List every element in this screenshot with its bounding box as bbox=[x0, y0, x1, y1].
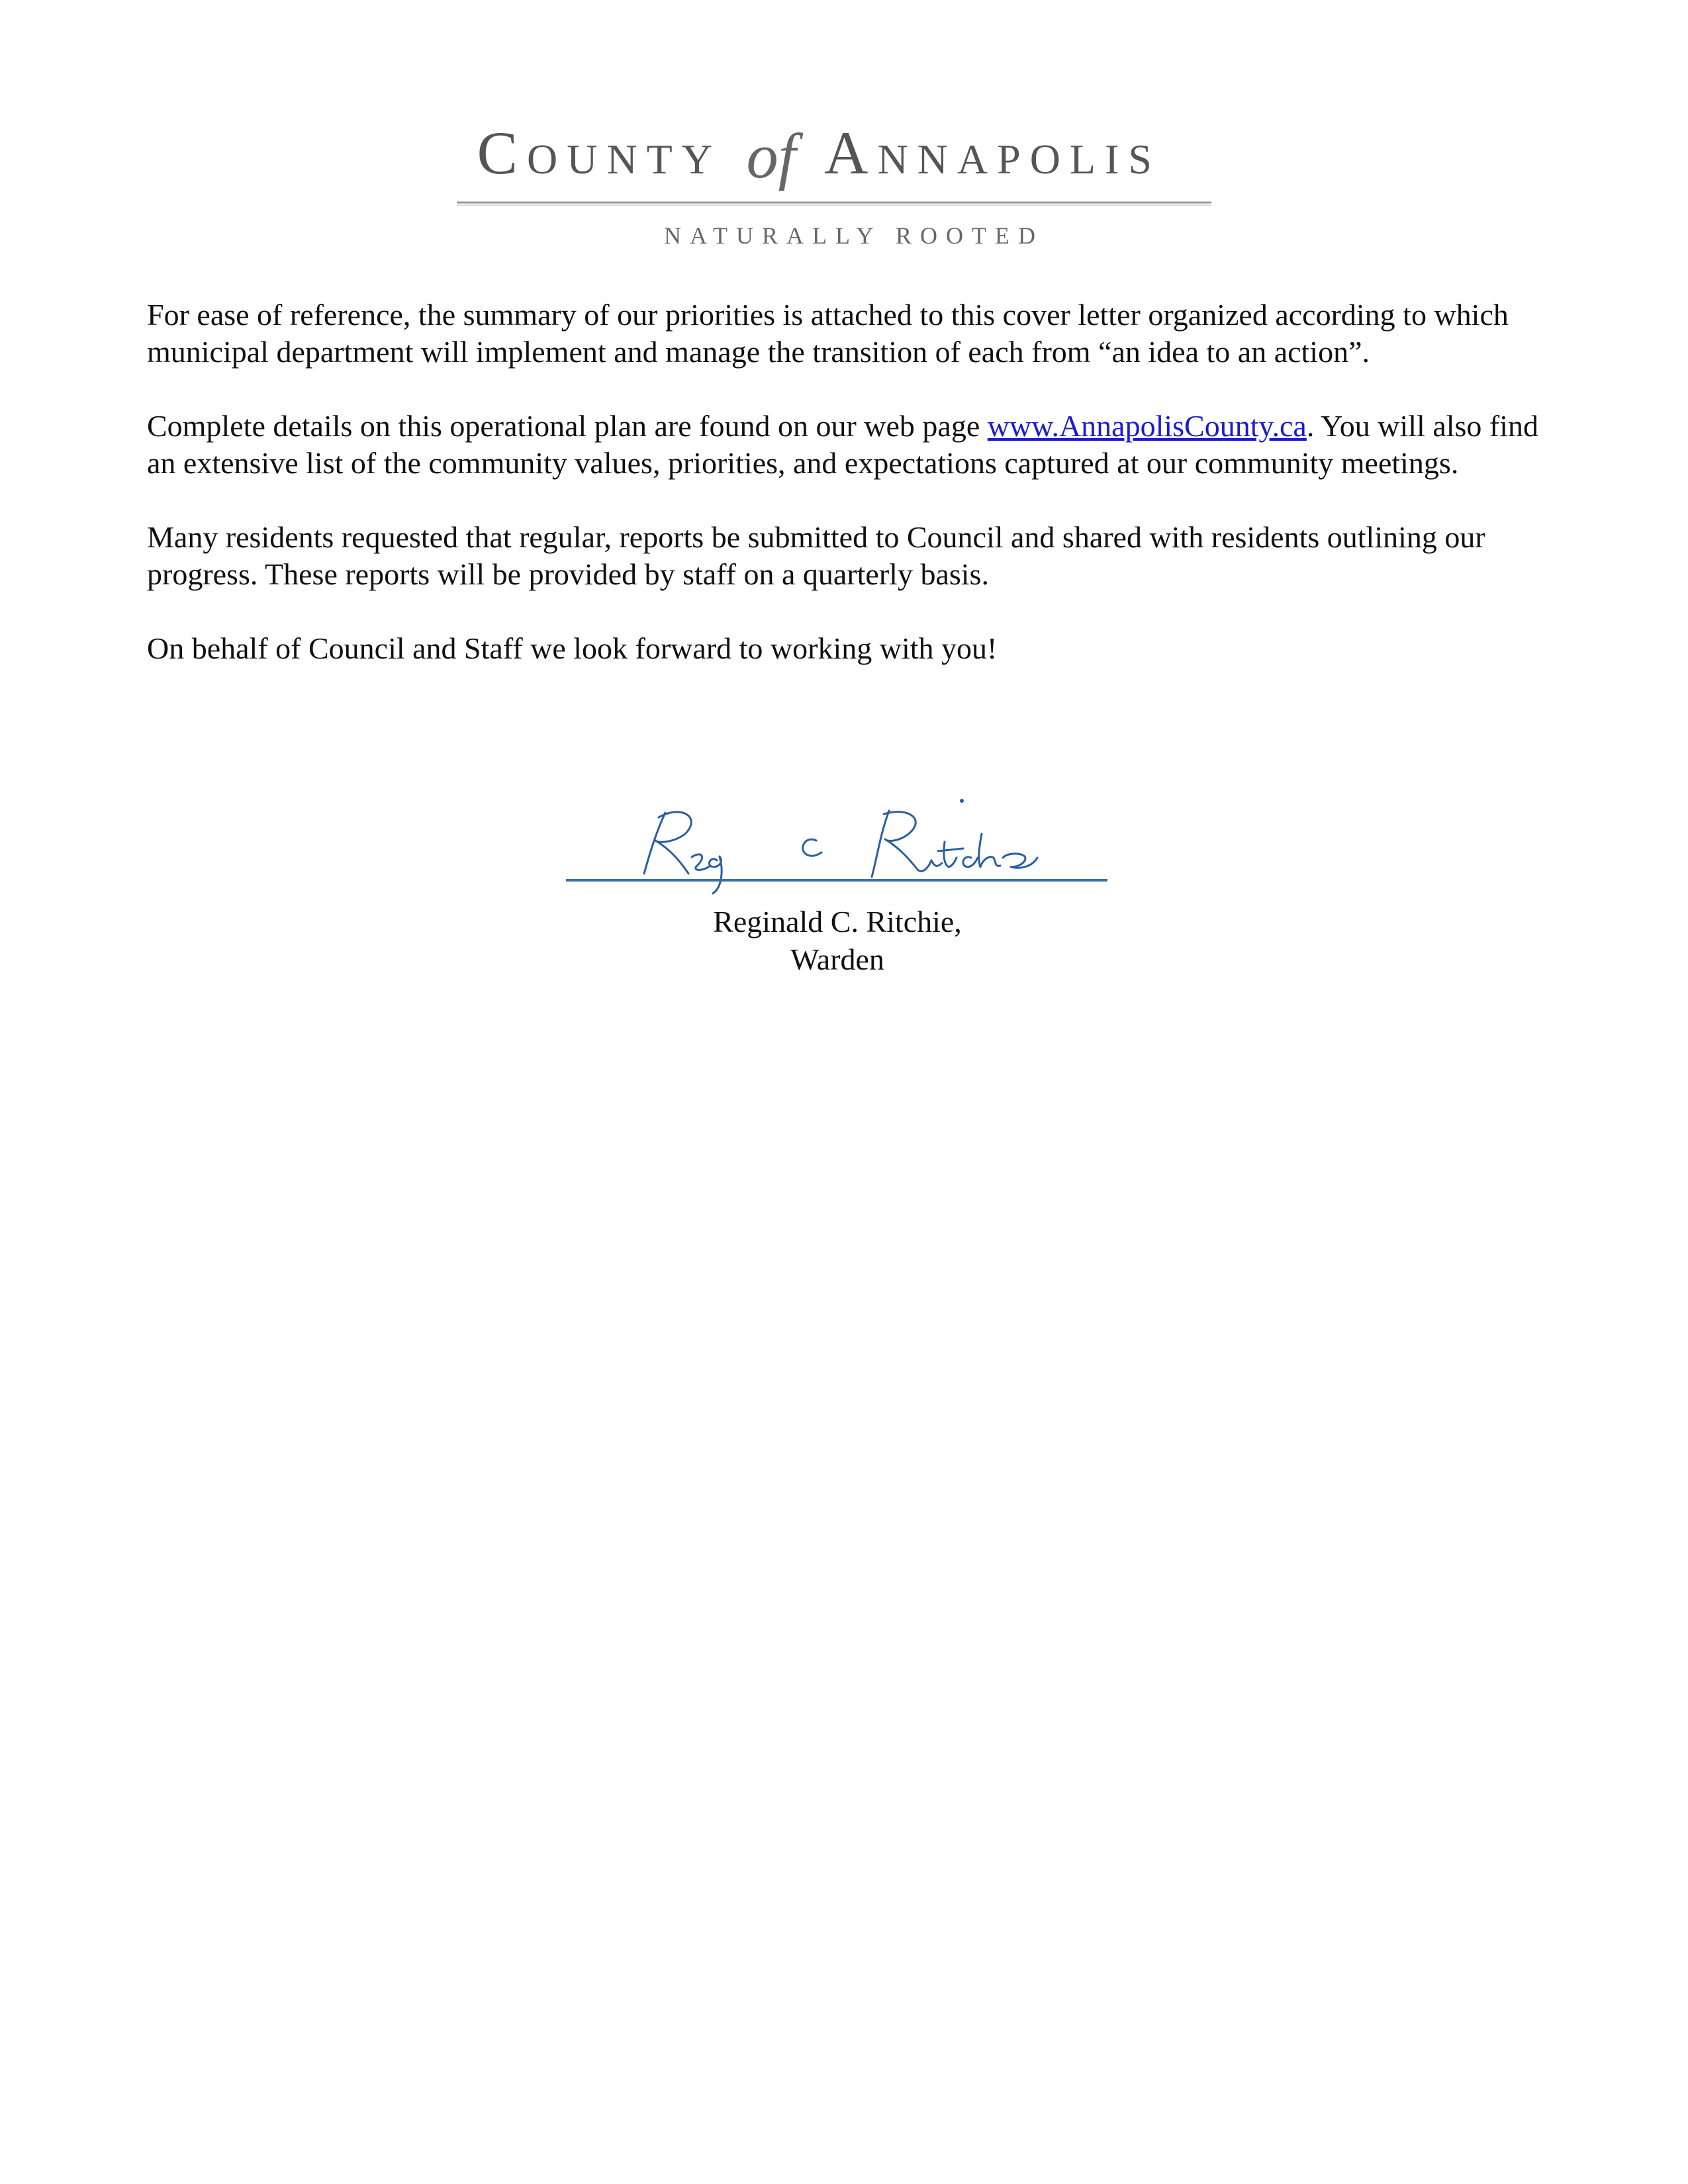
logo-of-word: of bbox=[746, 120, 796, 191]
logo-tagline: NATURALLY ROOTED bbox=[663, 222, 1045, 249]
paragraph-details-end: . You will also find an extensive list of the community values, priorities, and expectations captured at our community meetings. bbox=[147, 409, 1539, 480]
paragraph-details-start: Complete details on this operational plan are found on our web page bbox=[147, 409, 988, 443]
paragraph-summary: For ease of reference, the summary of our priorities is attached to this cover letter organized according to which municipal department will implement and manage the transition of each from “an idea to an action”. bbox=[147, 298, 1509, 369]
letterhead bbox=[0, 106, 1688, 265]
signature-block bbox=[566, 794, 1109, 993]
letter-body bbox=[147, 296, 1564, 704]
signer-title: Warden bbox=[790, 942, 884, 976]
website-link[interactable]: www.AnnapolisCounty.ca bbox=[987, 409, 1307, 443]
county-logo bbox=[0, 106, 1688, 265]
signer-name: Reginald C. Ritchie, bbox=[713, 905, 962, 938]
paragraph-details bbox=[147, 408, 1564, 482]
handwritten-signature bbox=[566, 794, 1109, 900]
paragraph-reports: Many residents requested that regular, reports be submitted to Council and shared with residents outlining our progress. These reports will be provided by staff on a quarterly basis. bbox=[147, 520, 1485, 591]
logo-annapolis-word: Annapolis bbox=[824, 119, 1161, 187]
paragraph-closing: On behalf of Council and Staff we look forward to working with you! bbox=[147, 631, 998, 665]
logo-county-word: County bbox=[477, 119, 722, 187]
